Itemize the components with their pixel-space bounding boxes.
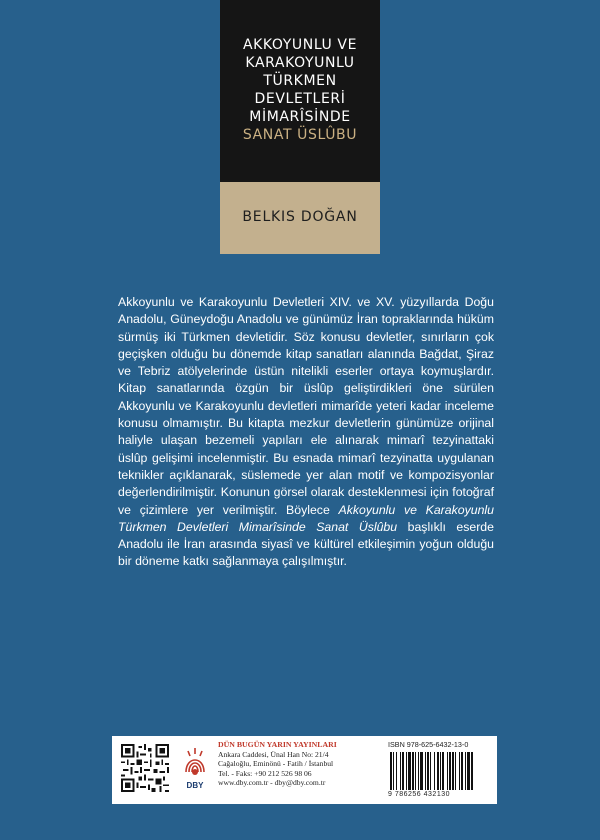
isbn-label: ISBN 978-625-6432-13-0 xyxy=(388,740,469,749)
barcode-bar xyxy=(406,752,407,790)
publisher-name: DÜN BUGÜN YARIN YAYINLARI xyxy=(218,740,337,749)
publisher-footer xyxy=(112,736,497,804)
barcode-bar xyxy=(471,752,473,790)
blurb-italic-title: Akkoyunlu ve Karakoyunlu Türkmen Devletleri Mimarîsinde Sanat Üslûbu xyxy=(118,502,494,534)
barcode-icon xyxy=(388,752,491,790)
title-line: DEVLETLERİ xyxy=(254,91,346,107)
title-line: AKKOYUNLU VE xyxy=(242,37,358,53)
barcode-bar xyxy=(400,752,401,790)
barcode-bar xyxy=(467,752,470,790)
barcode-bar xyxy=(418,752,419,790)
blurb-text-end: başlıklı eserde Anadolu ile İran arasında siyasî ve kültürel etkileşimin yoğun olduğu bir döneme katkı sağlanmaya çalışılmıştır. xyxy=(118,519,494,569)
barcode-bar xyxy=(412,752,414,790)
barcode-bar xyxy=(408,752,411,790)
barcode-bar xyxy=(461,752,463,790)
barcode-bar xyxy=(396,752,397,790)
title-line: TÜRKMEN xyxy=(263,73,337,89)
barcode-bar xyxy=(393,752,394,790)
barcode-bar xyxy=(459,752,460,790)
barcode-bar xyxy=(427,752,429,790)
barcode-bar xyxy=(449,752,451,790)
publisher-info xyxy=(218,740,378,788)
barcode-bar xyxy=(455,752,456,790)
title-box xyxy=(220,0,380,182)
publisher-address-line: Ankara Caddesi, Ünal Han No: 21/4 xyxy=(218,749,329,759)
barcode-bar xyxy=(425,752,426,790)
title-accent-line: SANAT ÜSLÛBU xyxy=(242,127,358,143)
barcode-bar xyxy=(440,752,441,790)
barcode-bar xyxy=(437,752,439,790)
back-cover-blurb xyxy=(118,294,494,571)
barcode-bar xyxy=(420,752,423,790)
publisher-logo-icon xyxy=(180,744,210,796)
barcode-bar xyxy=(434,752,435,790)
author-name: BELKIS DOĞAN xyxy=(242,209,358,225)
publisher-logo-text: DBY xyxy=(186,781,204,790)
barcode-bar xyxy=(415,752,416,790)
barcode-bar xyxy=(442,752,444,790)
publisher-address-line: Cağaloğlu, Eminönü - Fatih / İstanbul xyxy=(218,759,334,769)
barcode-bar xyxy=(402,752,404,790)
barcode-digits: 9 786256 432130 xyxy=(388,791,450,798)
qr-code-icon xyxy=(121,744,169,792)
blurb-text: Akkoyunlu ve Karakoyunlu Devletleri XIV. ve XV. yüzyıllarda Doğu Anadolu, Güneydoğu Anadolu ve günümüz İran topraklarında hüküm sürmüş iki Türkmen devletidir. Söz konusu devletler, sınırların çok geçişken olduğu bu dönemde kitap sanatları alanında Bağdat, Şiraz ve Tebriz atölyelerinde üstün nitelikli eserler ortaya koymuşlardır. Kitap sanatlarında özgün bir üslûp geliştirdikleri öne sürülen Akkoyunlu ve Karakoyunlu devletleri mimarîde yeteri kadar inceleme konusu olmamıştır. Bu kitapta mezkur devletlerin günümüze orijinal haliyle ulaşan bezemeli yapıları ele alınarak mimarî tezyinattaki üslûp gelişimi incelenmiştir. Bu esnada mimarî tezyinatta uygulanan teknikler açıklanarak, süslemede yer alan motif ve kompozisyonlar değerlendirilmiştir. Konunun görsel olarak desteklenmesi için fotoğraf ve çizimlere yer verilmiştir. Böylece xyxy=(118,295,494,517)
barcode-bar xyxy=(465,752,466,790)
barcode-bar xyxy=(430,752,431,790)
author-box xyxy=(220,182,380,254)
barcode-bar xyxy=(447,752,448,790)
title-line: KARAKOYUNLU xyxy=(245,55,355,71)
barcode-bar xyxy=(452,752,454,790)
book-title xyxy=(220,0,380,144)
barcode-bar xyxy=(390,752,392,790)
barcode-area xyxy=(388,740,491,800)
title-line: MİMARÎSİNDE xyxy=(249,109,351,125)
publisher-phone: Tel. - Faks: +90 212 526 98 06 xyxy=(218,768,312,778)
publisher-contact: www.dby.com.tr - dby@dby.com.tr xyxy=(218,778,326,788)
